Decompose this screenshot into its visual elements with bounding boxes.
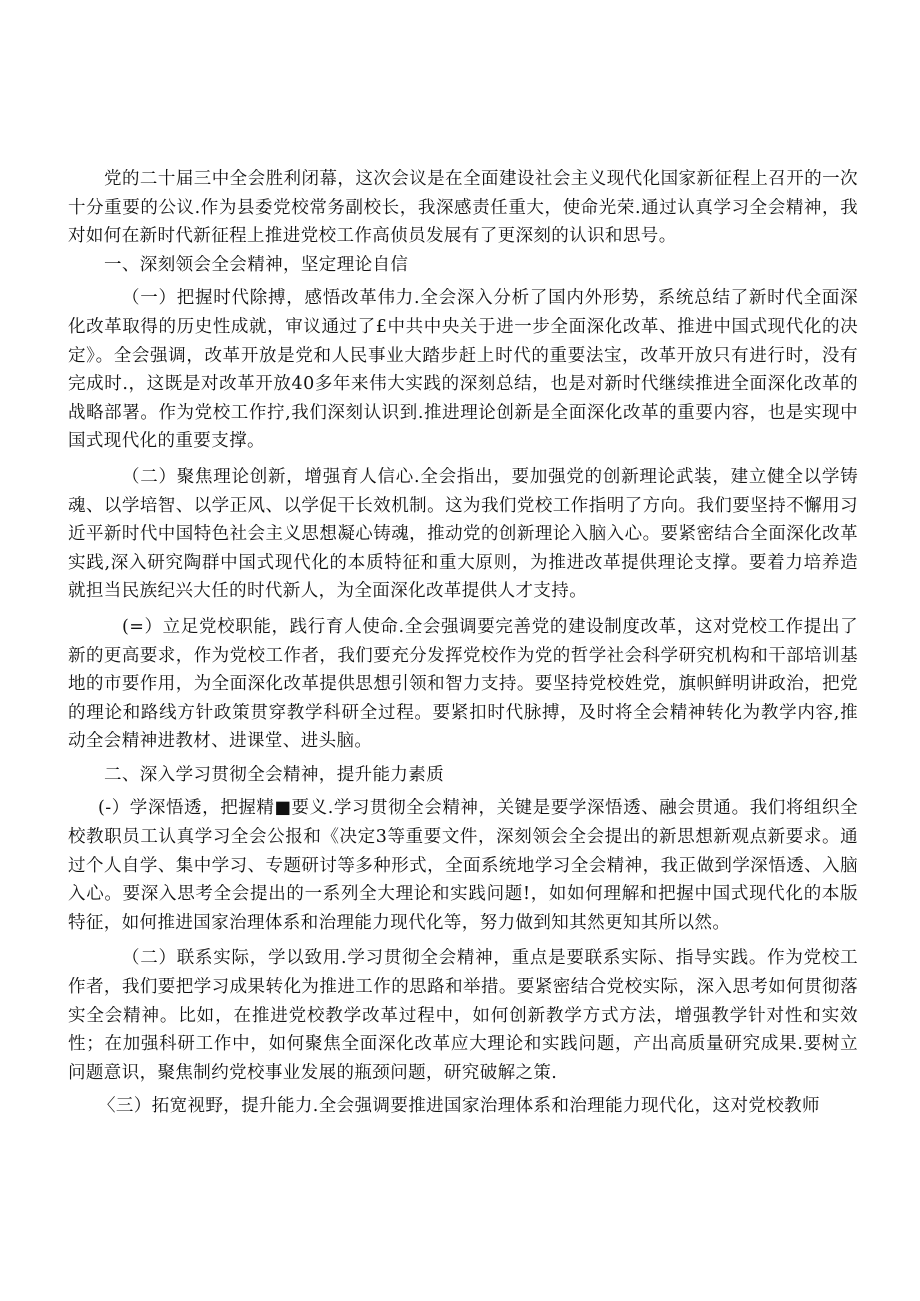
section-2-paragraph-2: （二）联系实际，学以致用.学习贯彻全会精神，重点是要联系实际、指导实践。作为党校工作者，我们要把学习成果转化为推进工作的思路和举措。要紧密结合党校实际，深入思考如何贯彻落实全会精神。比如，在推进党校教学改革过程中，如何创新教学方式方法，增强教学针对性和实效性；在加强科研工作中，如何聚焦全面深化改革应大理论和实践问题，产出高质量研究成果.要树立问题意识，聚焦制约党校事业发展的瓶颈问题，研究破解之策. (68, 948, 858, 1083)
section-1-paragraph-1: （一）把握时代除搏，感悟改革伟力.全会深入分析了国内外形势，系统总结了新时代全面深化改革取得的历史性成就，审议通过了£中共中央关于进一步全面深化改革、推进中国式现代化的决定》。全会强调，改革开放是党和人民事业大踏步赶上时代的重要法宝，改革开放只有进行时，没有完成时.，这既是对改革开放40多年来伟大实践的深刻总结，也是对新时代继续推进全面深化改革的战略部署。作为党校工作拧,我们深刻认识到.推进理论创新是全面深化改革的重要内容，也是实现中国式现代化的重要支撑。 (68, 288, 858, 452)
section-2-paragraph-3: 〈三）拓宽视野，提升能力.全会强调要推进国家治理体系和治理能力现代化，这对党校教师 (98, 1096, 820, 1117)
intro-paragraph: 党的二十届三中全会胜利闭幕，这次会议是在全面建设社会主义现代化国家新征程上召开的一次十分重要的公议.作为县委党校常务副校长，我深感责任重大，使命光荣.通过认真学习全会精神，我对如何在新时代新征程上推进党校工作高侦员发展有了更深刻的认识和思号。 (68, 169, 858, 247)
section-1-heading: 一、深刻领会全会精神，坚定理论自信 (104, 254, 409, 275)
section-2-paragraph-1: (-）学深悟透，把握精■要义.学习贯彻全会精神，关键是要学深悟透、融会贯通。我们将组织全校教职员工认真学习全会公报和《决定3等重要文件，深刻领会全会提出的新思想新观点新要求。通过个人自学、集中学习、专题研讨等多种形式，全面系统地学习全会精神，我正做到学深悟透、入脑入心。要深入思考全会提出的一系列全大理论和实践问题!，如如何理解和把握中国式现代化的本版特征，如何推进国家治理体系和治理能力现代化等，努力做到知其然更知其所以然。 (68, 798, 858, 933)
section-1-paragraph-2: （二）聚焦理论创新，增强育人信心.全会指出，要加强党的创新理论武装，建立健全以学铸魂、以学培智、以学正风、以学促干长效机制。这为我们党校工作指明了方向。我们要坚持不懈用习近平新时代中国特色社会主义思想凝心铸魂，推动党的创新理论入脑入心。要紧密结合全面深化改革实践,深入研究陶群中国式现代化的本质特征和重大原则，为推进改革提供理论支撑。要着力培养造就担当民族纪兴大任的时代新人，为全面深化改革提供人才支持。 (68, 466, 858, 602)
section-2-heading: 二、深入学习贯彻全会精神，提升能力素质 (104, 764, 445, 785)
section-1-paragraph-3: (=）立足党校职能，践行育人使命.全会强调要完善党的建设制度改革，这对党校工作提出了新的更高要求，作为党校工作者，我们要充分发挥党校作为党的哲学社会科学研究机构和干部培训基地的市要作用，为全面深化改革提供思想引领和智力支持。要坚持党校姓党，旗帜鲜明讲政治，把党的理论和路线方针政策贯穿教学科研全过程。要紧扣时代脉搏，及时将全会精神转化为教学内容,推动全会精神进教材、进课堂、进头脑。 (68, 616, 858, 752)
document-body (68, 165, 858, 1121)
